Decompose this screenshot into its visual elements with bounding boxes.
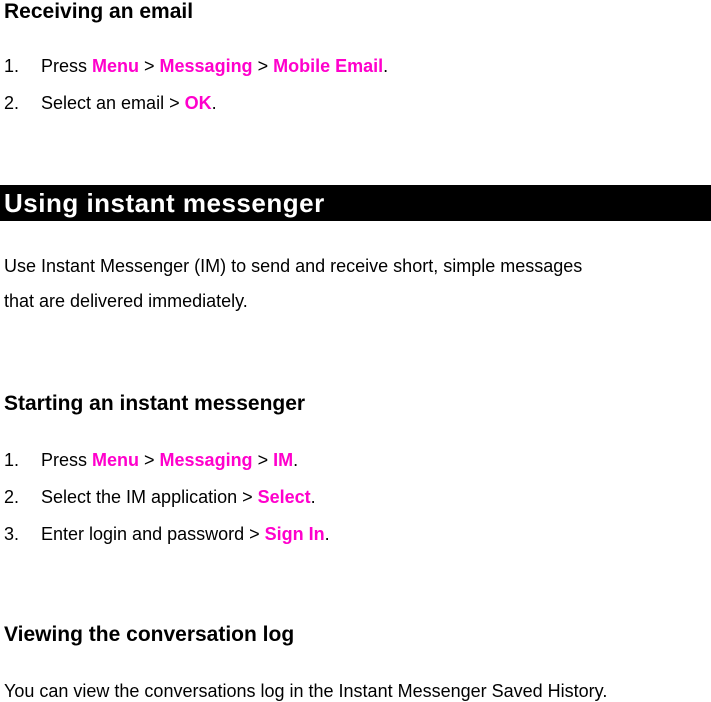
step-end: .	[293, 450, 299, 470]
im-intro-line-2: that are delivered immediately.	[4, 291, 248, 311]
step-end: .	[383, 56, 389, 76]
starting-step-1	[4, 449, 298, 471]
viewing-log-heading: Viewing the conversation log	[4, 623, 295, 646]
im-keyword: IM	[273, 450, 294, 470]
step-number: 1.	[4, 450, 20, 470]
menu-keyword: Menu	[92, 56, 140, 76]
receiving-step-2	[4, 92, 217, 114]
step-end: .	[211, 93, 217, 113]
receiving-email-heading: Receiving an email	[4, 0, 194, 23]
separator: >	[252, 56, 274, 76]
starting-im-heading: Starting an instant messenger	[4, 392, 306, 415]
messaging-keyword: Messaging	[159, 450, 253, 470]
step-text: Press	[41, 56, 93, 76]
sign-in-keyword: Sign In	[264, 524, 325, 544]
menu-keyword: Menu	[92, 450, 140, 470]
im-intro-line-1: Use Instant Messenger (IM) to send and receive short, simple messages	[4, 256, 583, 276]
select-keyword: Select	[257, 487, 311, 507]
step-number: 2.	[4, 93, 20, 113]
step-number: 2.	[4, 487, 20, 507]
messaging-keyword: Messaging	[159, 56, 253, 76]
receiving-step-1	[4, 55, 388, 77]
starting-step-3	[4, 523, 330, 545]
step-text: Press	[41, 450, 93, 470]
step-end: .	[310, 487, 316, 507]
step-number: 1.	[4, 56, 20, 76]
separator: >	[139, 450, 160, 470]
mobile-email-keyword: Mobile Email	[273, 56, 384, 76]
starting-step-2	[4, 486, 316, 508]
separator: >	[252, 450, 274, 470]
step-number: 3.	[4, 524, 20, 544]
im-section-banner	[0, 185, 711, 221]
ok-keyword: OK	[184, 93, 212, 113]
step-text: Enter login and password >	[41, 524, 265, 544]
step-text: Select the IM application >	[41, 487, 258, 507]
separator: >	[139, 56, 160, 76]
step-text: Select an email >	[41, 93, 185, 113]
im-section-title: Using instant messenger	[4, 188, 325, 218]
step-end: .	[324, 524, 330, 544]
viewing-log-text: You can view the conversations log in the Instant Messenger Saved History.	[4, 681, 608, 701]
